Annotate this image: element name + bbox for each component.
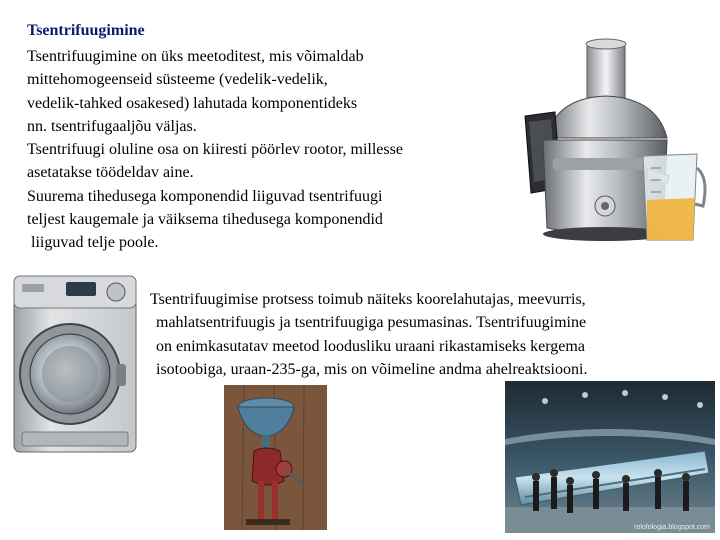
examples-line: mahlatsentrifuugis ja tsentrifuugiga pesumasinas. Tsentrifuugimine (156, 314, 587, 332)
examples-line: isotoobiga, uraan-235-ga, mis on võimeline andma ahelreaktsiooni. (156, 360, 588, 378)
intro-line: liiguvad telje poole. (27, 234, 159, 252)
photo-watermark: rolofologia.blogspot.com (634, 524, 710, 531)
examples-line: on enimkasutatav meetod loodusliku uraani rikastamiseks kergema (156, 337, 585, 355)
intro-line: mittehomogeenseid süsteeme (vedelik-vedelik, (27, 71, 328, 89)
intro-line: nn. tsentrifugaaljõu väljas. (27, 117, 197, 135)
examples-line: Tsentrifuugimise protsess toimub näiteks koorelahutajas, meevurris, (150, 291, 586, 308)
examples-paragraph (150, 288, 710, 381)
juicer-photo (517, 28, 709, 250)
washing-machine-photo (8, 272, 143, 457)
intro-line: Tsentrifuugi oluline osa on kiiresti pöörlev rootor, millesse (27, 141, 403, 159)
intro-line: Tsentrifuugimine on üks meetoditest, mis võimaldab (27, 48, 364, 65)
gas-centrifuges-photo (505, 381, 715, 533)
intro-line: teljest kaugemale ja väiksema tihedusega komponendid (27, 211, 383, 229)
intro-paragraph (27, 45, 527, 255)
page-title: Tsentrifuugimine (27, 22, 145, 39)
intro-line: asetatakse töödeldav aine. (27, 164, 194, 182)
intro-line: Suurema tihedusega komponendid liiguvad tsentrifuugi (27, 187, 383, 205)
cream-separator-photo (224, 385, 327, 530)
intro-line: vedelik-tahked osakesed) lahutada komponentideks (27, 94, 358, 112)
